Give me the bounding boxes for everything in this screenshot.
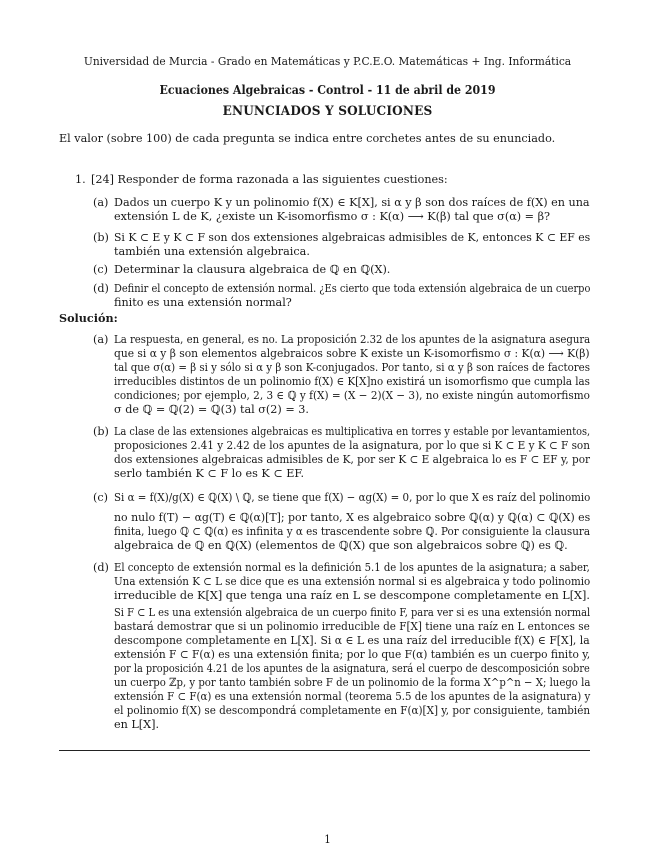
horizontal-rule <box>59 750 590 751</box>
question-number: 1. <box>75 173 86 186</box>
solution-part-line: La clase de las extensiones algebraicas es multiplicativa en torres y estable por levantamientos, <box>114 425 591 438</box>
page-number: 1 <box>324 833 331 846</box>
solution-part-line: Una extensión K ⊂ L se dice que es una extensión normal si es algebraica y todo polinomio <box>114 575 591 588</box>
exam-subtitle: ENUNCIADOS Y SOLUCIONES <box>222 104 433 119</box>
university-header: Universidad de Murcia - Grado en Matemáticas y P.C.E.O. Matemáticas + Ing. Informática <box>83 54 572 68</box>
solution-part-line: el polinomio f(X) se descompondrá completamente en F(α)[X] y, por consiguiente, también <box>114 704 591 717</box>
question-part-line: también una extensión algebraica. <box>114 245 310 258</box>
question-part-label: (c) <box>93 263 108 276</box>
solution-part-line: proposiciones 2.41 y 2.42 de los apuntes de la asignatura, por lo que si K ⊂ E y K ⊂ F son <box>114 439 590 452</box>
solution-heading: Solución: <box>59 311 118 325</box>
solution-part-line: en L[X]. <box>114 718 160 731</box>
solution-part-line: un cuerpo ℤp, y por tanto también sobre F de un polinomio de la forma X^p^n − X; luego la <box>114 676 591 689</box>
question-part-label: (d) <box>93 282 109 295</box>
solution-part-label: (d) <box>93 561 109 574</box>
exam-title: Ecuaciones Algebraicas - Control - 11 de abril de 2019 <box>159 83 496 97</box>
solution-part-label: (b) <box>93 425 109 438</box>
solution-part-line: descompone completamente en L[X]. Si α ∈ L es una raíz del irreducible f(X) ∈ F[X], la <box>114 634 590 647</box>
intro-text: El valor (sobre 100) de cada pregunta se indica entre corchetes antes de su enunciado. <box>59 132 556 145</box>
solution-part-label: (a) <box>93 333 109 346</box>
solution-part-line: serlo también K ⊂ F lo es K ⊂ EF. <box>114 467 305 480</box>
question-part-line: extensión L de K, ¿existe un K-isomorfismo σ : K(α) ⟶ K(β) tal que σ(α) = β? <box>114 210 551 223</box>
solution-part-line: irreducible de K[X] que tenga una raíz en L se descompone completamente en L[X]. <box>114 589 590 602</box>
question-part-label: (a) <box>93 196 109 209</box>
solution-part-line: Si α = f(X)/g(X) ∈ ℚ(X) \ ℚ, se tiene que f(X) − αg(X) = 0, por lo que X es raíz del polinomio <box>114 491 591 504</box>
question-part-line: Definir el concepto de extensión normal. ¿Es cierto que toda extensión algebraica de un cuerpo <box>114 282 591 295</box>
solution-part-line: que si α y β son elementos algebraicos sobre K existe un K-isomorfismo σ : K(α) ⟶ K(β) <box>114 347 590 360</box>
solution-part-line: irreducibles distintos de un polinomio f(X) ∈ K[X]no existirá un isomorfismo que cumpla las <box>114 375 590 388</box>
solution-part-line: condiciones; por ejemplo, 2, 3 ∈ ℚ y f(X) = (X − 2)(X − 3), no existe ningún automorfismo <box>114 389 590 402</box>
solution-part-line: El concepto de extensión normal es la definición 5.1 de los apuntes de la asignatura; a saber, <box>114 561 590 574</box>
solution-part-label: (c) <box>93 491 108 504</box>
solution-part-line: Si F ⊂ L es una extensión algebraica de un cuerpo finito F, para ver si es una extensión normal <box>114 606 591 619</box>
question-part-label: (b) <box>93 231 109 244</box>
question-statement: [24] Responder de forma razonada a las siguientes cuestiones: <box>91 173 448 186</box>
solution-part-line: extensión F ⊂ F(α) es una extensión finita; por lo que F(α) también es un cuerpo finito y, <box>114 648 591 661</box>
question-part-line: Dados un cuerpo K y un polinomio f(X) ∈ K[X], si α y β son dos raíces de f(X) en una <box>114 196 590 209</box>
question-part-line: Si K ⊂ E y K ⊂ F son dos extensiones algebraicas admisibles de K, entonces K ⊂ EF es <box>114 231 591 244</box>
solution-part-line: por la proposición 4.21 de los apuntes de la asignatura, será el cuerpo de descomposición sobre <box>114 662 590 675</box>
solution-part-line: σ de ℚ = ℚ(2) = ℚ(3) tal σ(2) = 3. <box>114 403 309 416</box>
solution-part-line: no nulo f(T) − αg(T) ∈ ℚ(α)[T]; por tanto, X es algebraico sobre ℚ(α) y ℚ(α) ⊂ ℚ(X) es <box>114 511 591 524</box>
solution-part-line: bastará demostrar que si un polinomio irreducible de F[X] tiene una raíz en L entonces se <box>114 620 590 633</box>
solution-part-line: La respuesta, en general, es no. La proposición 2.32 de los apuntes de la asignatura asegura <box>114 333 591 346</box>
solution-part-line: extensión F ⊂ F(α) es una extensión normal (teorema 5.5 de los apuntes de la asignatura) y <box>114 690 591 703</box>
question-part-line: finito es una extensión normal? <box>114 296 292 309</box>
solution-part-line: finita, luego ℚ ⊂ ℚ(α) es infinita y α es trascendente sobre ℚ. Por consiguiente la clausura <box>114 525 590 538</box>
question-part-line: Determinar la clausura algebraica de ℚ en ℚ(X). <box>114 263 391 276</box>
solution-part-line: tal que σ(α) = β si y sólo si α y β son K-conjugados. Por tanto, si α y β son raíces de factores <box>114 361 590 374</box>
solution-part-line: algebraica de ℚ en ℚ(X) (elementos de ℚ(X) que son algebraicos sobre ℚ) es ℚ. <box>114 539 568 552</box>
solution-part-line: dos extensiones algebraicas admisibles de K, por ser K ⊂ E algebraica lo es F ⊂ EF y, por <box>114 453 591 466</box>
